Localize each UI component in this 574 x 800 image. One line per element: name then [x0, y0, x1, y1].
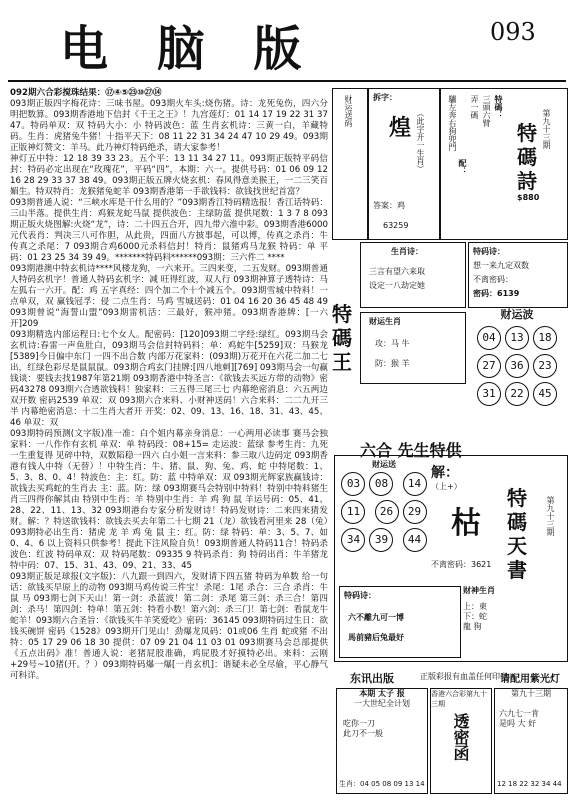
liuhe-tm-line: 六不離九可一博: [348, 613, 404, 622]
mihan-box: [430, 688, 492, 794]
tm-subtitle-char: 碼: [517, 145, 537, 169]
liuhe-title: 六合 先生特供: [360, 441, 462, 460]
number-ball: 03: [341, 472, 365, 496]
defense-label: 防：: [375, 359, 391, 368]
special-label: [332, 302, 352, 374]
issue-box-line: 六九七一肯: [499, 709, 539, 718]
number-ball: 14: [403, 472, 427, 496]
cai-yun-label: 财运送码: [344, 95, 353, 127]
tm-tianshu: 特碼天書: [507, 486, 527, 582]
chaizi-note: （此字开一生肖）: [416, 109, 425, 173]
attack-label: 攻：: [375, 339, 391, 348]
taizi-note: 一大世纪全计划: [354, 699, 410, 708]
chaizi-label: 拆字：: [373, 93, 397, 102]
number-ball: 36: [505, 354, 529, 378]
tm-line: 弄一碼: [470, 95, 479, 119]
tm-big-char: 詩: [517, 169, 537, 193]
right-top-section: [332, 88, 568, 238]
notice-text: 正版彩报有血盖任何印章: [420, 672, 508, 681]
liuhe-wave: [339, 460, 429, 554]
footer: [10, 670, 566, 794]
newspaper-title: 电 脑 版: [60, 21, 318, 77]
taizi-footer: 生肖：04 05 08 09 13 14: [339, 780, 425, 788]
article-paragraph: 093期特码预测(文字版)准一准：白个姐内幕亲身消息：一心两用必读事 赛马会独家料：一八作作有玄机 单双：单 特码段：08+15= 走运波：蓝绿 参考生肖：九死一生重复得 见碎中特，双数陷稳一四六 白小姐一言来料：参三取八边码定 093期香港有钱人中特（无替）！中特生肖：牛、猪、鼠、狗、兔、鸡、蛇 中特尾数：1、5、3、8、0、4！特波色：主：红。防：蓝 中特单双：双 093期光辉家族赢钱诗：欲钱去买鸡蛇的生肖去 主：蓝。防：绿 093期赛马会特别中特料！特别中特料猪生肖三四得你解其由 特别中生肖：羊 特别中生肖：羊 鸡 狗 鼠 羊运号码：05、41、28、22、11、13、32 093期港台专家分析发财诗！特码发财诗：二来四来猜发财。解：？特送欲钱料：欲钱去买去年第二十七期 21（龙）欲钱看河里来 28（兔）093期特必出生肖：猪虎 龙 羊 鸡 兔 鼠 主：红。防：绿 特码：单：3、5、7、如0、4、6 以上资料只供参考！提此下注风险自负！093期普通人特码11合！特码杀波色：红波 特码单双：双 特码尾数：09335 9 特码杀肖：狗 特码出肖：牛羊猪龙 特中码：07、15、31、43、09、21、33、45: [10, 429, 328, 571]
secret-code: 不离密码：3621: [431, 560, 492, 569]
cai-up-value: 東: [479, 602, 487, 611]
number-ball: 08: [369, 472, 393, 496]
mihan-title: 香港六合彩第九十三期: [431, 690, 487, 708]
cai-shen-title: 财神生肖: [463, 586, 495, 595]
number-ball: 34: [341, 528, 365, 552]
article-paragraph: 093期港澳中特玄机诗****风楼龙狗，一六来开。三四来变，二五发财。093期普通人特码玄机字！普通人特码玄机字：减 旺得红波，双人行 093期神算子透特诗：马左狐右一六开。配：鸡 五字真经：四个加二个十个减五个。093期雪城中特料！一点单双，双 赢钱冠孚：侵 二点生肖：马鸡 雪城送码：01 04 16 20 36 45 48 49 093期曾说“海誓山盟”093期雷机活：三最好，猴冲猪。093期香港牌：[一六开]209: [10, 264, 328, 329]
caiyun-title: 财运生肖: [369, 317, 401, 326]
number-ball: 13: [505, 326, 529, 350]
issue-number: 093: [490, 18, 536, 46]
shengxiao-poem: [360, 242, 466, 308]
tm-poem-line: 不离密码：: [473, 275, 513, 284]
shengxiao-title: 生肖诗：: [391, 247, 423, 256]
article-paragraph: 093期正版足球报(文字版)：八九跟一到四六，发财请下四五猪 特码为单数 给一句话：欲钱买早原上的动物 093期马鸡传说三件宝！杀尾：1尾 杀合：三合 杀肖：牛 鼠 马 093期七剑下天山！第一剑：杀蓝波！第二剑：杀尾 第三剑：杀三合！第四剑：杀马！第四剑：特单！第五剑：特看小数！第六剑：杀三门！第七剑：看鼠龙牛蛇羊！093期六合圣旨：《欲钱买牛羊笑爱吃》密码：36145 093期特码过生日：欲钱买碗饼 密码《1528》093期开门见山！劲爆龙凤码：01或06 生肖 蛇或猪 不出特：05 17 29 06 18 30 提供：07 09 21 04 11 03 01 093期赛马会总部提供《五点出码》准！普通人说：老猪屁股准确，鸡屁股才好摸特必出。来料：云刚+29号~10猪(开。？）093期特码爆一爆[一肖玄机]：谐疑未必全尽偷，平心静气可科详。: [10, 572, 328, 681]
tm-poem-line: 想一来九定双数: [473, 261, 529, 270]
tm-line: 驢左奔右狗兜門: [448, 95, 457, 151]
special-label-1: 特: [332, 302, 352, 326]
liuhe-section: [334, 455, 568, 662]
jie-label: 解：: [431, 465, 459, 481]
chaizi-answer: 答案：鸡: [373, 201, 405, 210]
cai-yun-column: [332, 88, 368, 240]
chaizi-panel: [368, 88, 440, 240]
number-ball: 11: [341, 500, 365, 524]
cai-up-label: 上：: [463, 602, 479, 611]
masthead-divider: [8, 80, 566, 82]
caiyun-wave: [468, 310, 566, 435]
tm-line: 三頭六臂: [482, 95, 491, 127]
jie-sub: （上+）: [431, 482, 462, 491]
article-paragraph: 神灯五中特：12 18 39 33 23。五个平：13 11 34 27 11。093期正版特平码信封：特码必定出现在“玫瑰花”，平码“四”，本期：六一。提供号码：01 06 09 12 16 28 29 33 37 38 49。093期正版五牌火烧玄机：春风得意美猴王，一二三笑百媚生。特双特肖：龙猴猪兔蛇羊 093期香港第一手欲钱料：欲钱找世纪首富？: [10, 154, 328, 197]
liuhe-wave-title: 财运送: [372, 460, 396, 469]
number-ball: 18: [533, 326, 557, 350]
number-ball: 44: [403, 528, 427, 552]
issue-vertical: 第九十三期: [542, 109, 551, 149]
cai-mid-value: 蛇: [479, 612, 487, 621]
attack-row: [375, 339, 410, 349]
special-section: [332, 242, 568, 437]
chaizi-char: 煌: [389, 115, 412, 141]
taizi-line: 吃你一刀: [343, 719, 375, 728]
article-paragraph: 092期六合彩搅珠结果：⑰④⑤㉓⑩㉗⑭: [10, 88, 162, 98]
liuhe-number-grid: [339, 470, 429, 554]
number-ball: 04: [477, 326, 501, 350]
defense-value: 猴 羊: [391, 359, 410, 368]
caiyun-shengxiao: [360, 312, 466, 384]
issue-box-title: 第九十三期: [511, 689, 551, 698]
cai-low-value: 龍 狗: [463, 622, 482, 631]
number-ball: 39: [369, 528, 393, 552]
masthead: [0, 0, 574, 80]
liuhe-tm-poem-title: 特码诗：: [344, 591, 376, 600]
issue-box: [494, 688, 568, 794]
cai-mid-label: 下：: [463, 612, 479, 621]
east-label: 东讯出版: [350, 672, 394, 685]
number-ball: 31: [477, 382, 501, 406]
taizi-line: 此刀不一般: [343, 729, 383, 738]
tm-poem-box: [468, 242, 568, 308]
attack-value: 马 牛: [391, 339, 410, 348]
defense-row: [375, 359, 410, 369]
number-ball: 23: [533, 354, 557, 378]
jie-char: 枯: [451, 506, 481, 541]
cai-mid-row: [463, 612, 563, 622]
shengxiao-line: 设定一八劫定她: [369, 281, 425, 290]
number-ball: 27: [477, 354, 501, 378]
number-ball: 26: [375, 500, 399, 524]
special-label-2: 碼: [332, 326, 352, 350]
special-label-3: 王: [332, 350, 352, 374]
number-grid: [468, 324, 566, 408]
cai-up-row: [463, 602, 563, 612]
article-paragraph: 093期精选内部运程日:七个女人。配密码：[120]093期二字经:绿红。093期马会玄机诗:春雷一声鱼肚白，093期马会信封特码料：单：鸡蛇牛[5259]双：马猴龙[5389]今日偏中东门 一四不出合数 内部万花家料：(093期)万花开在六花二加二七出，红绿色彩尽是鼠鼠鼠。093期合鸡玄门挂牌:[四八地刺][769] 093期马会一句赢钱谈：要钱去找1987年第21期 093期香港中特圣言：《欲钱去买远方带的动物》密码43278 093期六合透欲钱料！独家料：三五得三尾三七 内幕绝密消息：六五两边双开数 密码2539 单双：双 093期六合来料、小财神送码！六合来料：二二九开三半 内幕绝密消息：十二生肖大者开 开奖：02、09、13、16、18、31、43、45、46 单双：双: [10, 330, 328, 428]
number-ball: 29: [403, 500, 427, 524]
tm-poem-title: 特码诗：: [473, 247, 505, 256]
shengxiao-line: 三言有望六来取: [369, 267, 425, 276]
jie-box: [431, 462, 503, 582]
number-ball: 45: [533, 382, 557, 406]
liuhe-tm-line: 馬前豬后兔最好: [348, 633, 404, 642]
article-paragraph: 093期普通人说：“三峡水库是干什么用的？”093期香江特码精选报！香江话特码：三山半落。提供生肖：鸡猴龙蛇马鼠 提供波色：主绿防蓝 提供尾数：1 3 7 8 093期正版火烧图解:火烧“龙”，诗：二十四五合开，四九带六淮中彩。093期香港6000元代表肖：判决三八可作胆，从此贵，四面八方披事起，可以博，传真之杀肖：牛 传真之杀尾：7 093期合鸡6000元杀料信封！特肖：鼠猪鸡马龙猴 特码：单 平码：01 23 25 34 39 49。*******特码料******093期：三六件二 ****: [10, 198, 328, 263]
tm-poem-panel: [440, 88, 568, 240]
issue-box-nums: 12 18 22 32 34 44: [497, 780, 562, 788]
article-body: [10, 88, 328, 681]
liuhe-tm-poem: [339, 586, 461, 658]
cai-shen-box: [463, 586, 563, 656]
price-label: $880: [517, 193, 540, 202]
tm-title-char: 特: [517, 121, 537, 145]
taizi-box: [336, 688, 428, 794]
taizi-title: 本期 太子 报: [359, 689, 405, 698]
caiyun-wave-title: 财运波: [500, 308, 534, 321]
purple-label: 请配用紫光灯: [500, 674, 560, 685]
number-ball: 22: [505, 382, 529, 406]
liuhe-issue: 第九十三期: [546, 496, 555, 536]
issue-box-line: 是吗 大 好: [499, 719, 537, 728]
mihan-char: 透密函: [451, 713, 470, 761]
tm-line: 特碼：: [494, 95, 503, 119]
tm-line: 配：: [458, 159, 467, 175]
article-paragraph: 093期正版四字梅花诗：三味书屋。093期火车头:烧伤猪。诗：龙死兔伤，四六分明把数算。093期香港地下信封《千王之王》！九宫莲灯：01 14 17 19 22 31 37 47。特码单双：双 特码大小：小 特码波色：蓝 生肖玄机诗：三黄一白，羊藏特码。生肖：虎猪兔牛猪！十指平天下：08 11 22 31 34 24 47 10 29 49。093期正版神灯赞文：羊马。此乃神灯特码绝杀，请大家参考！: [10, 99, 328, 153]
code-number: 63259: [383, 221, 409, 230]
tm-poem-line: 密码：6139: [473, 289, 520, 298]
